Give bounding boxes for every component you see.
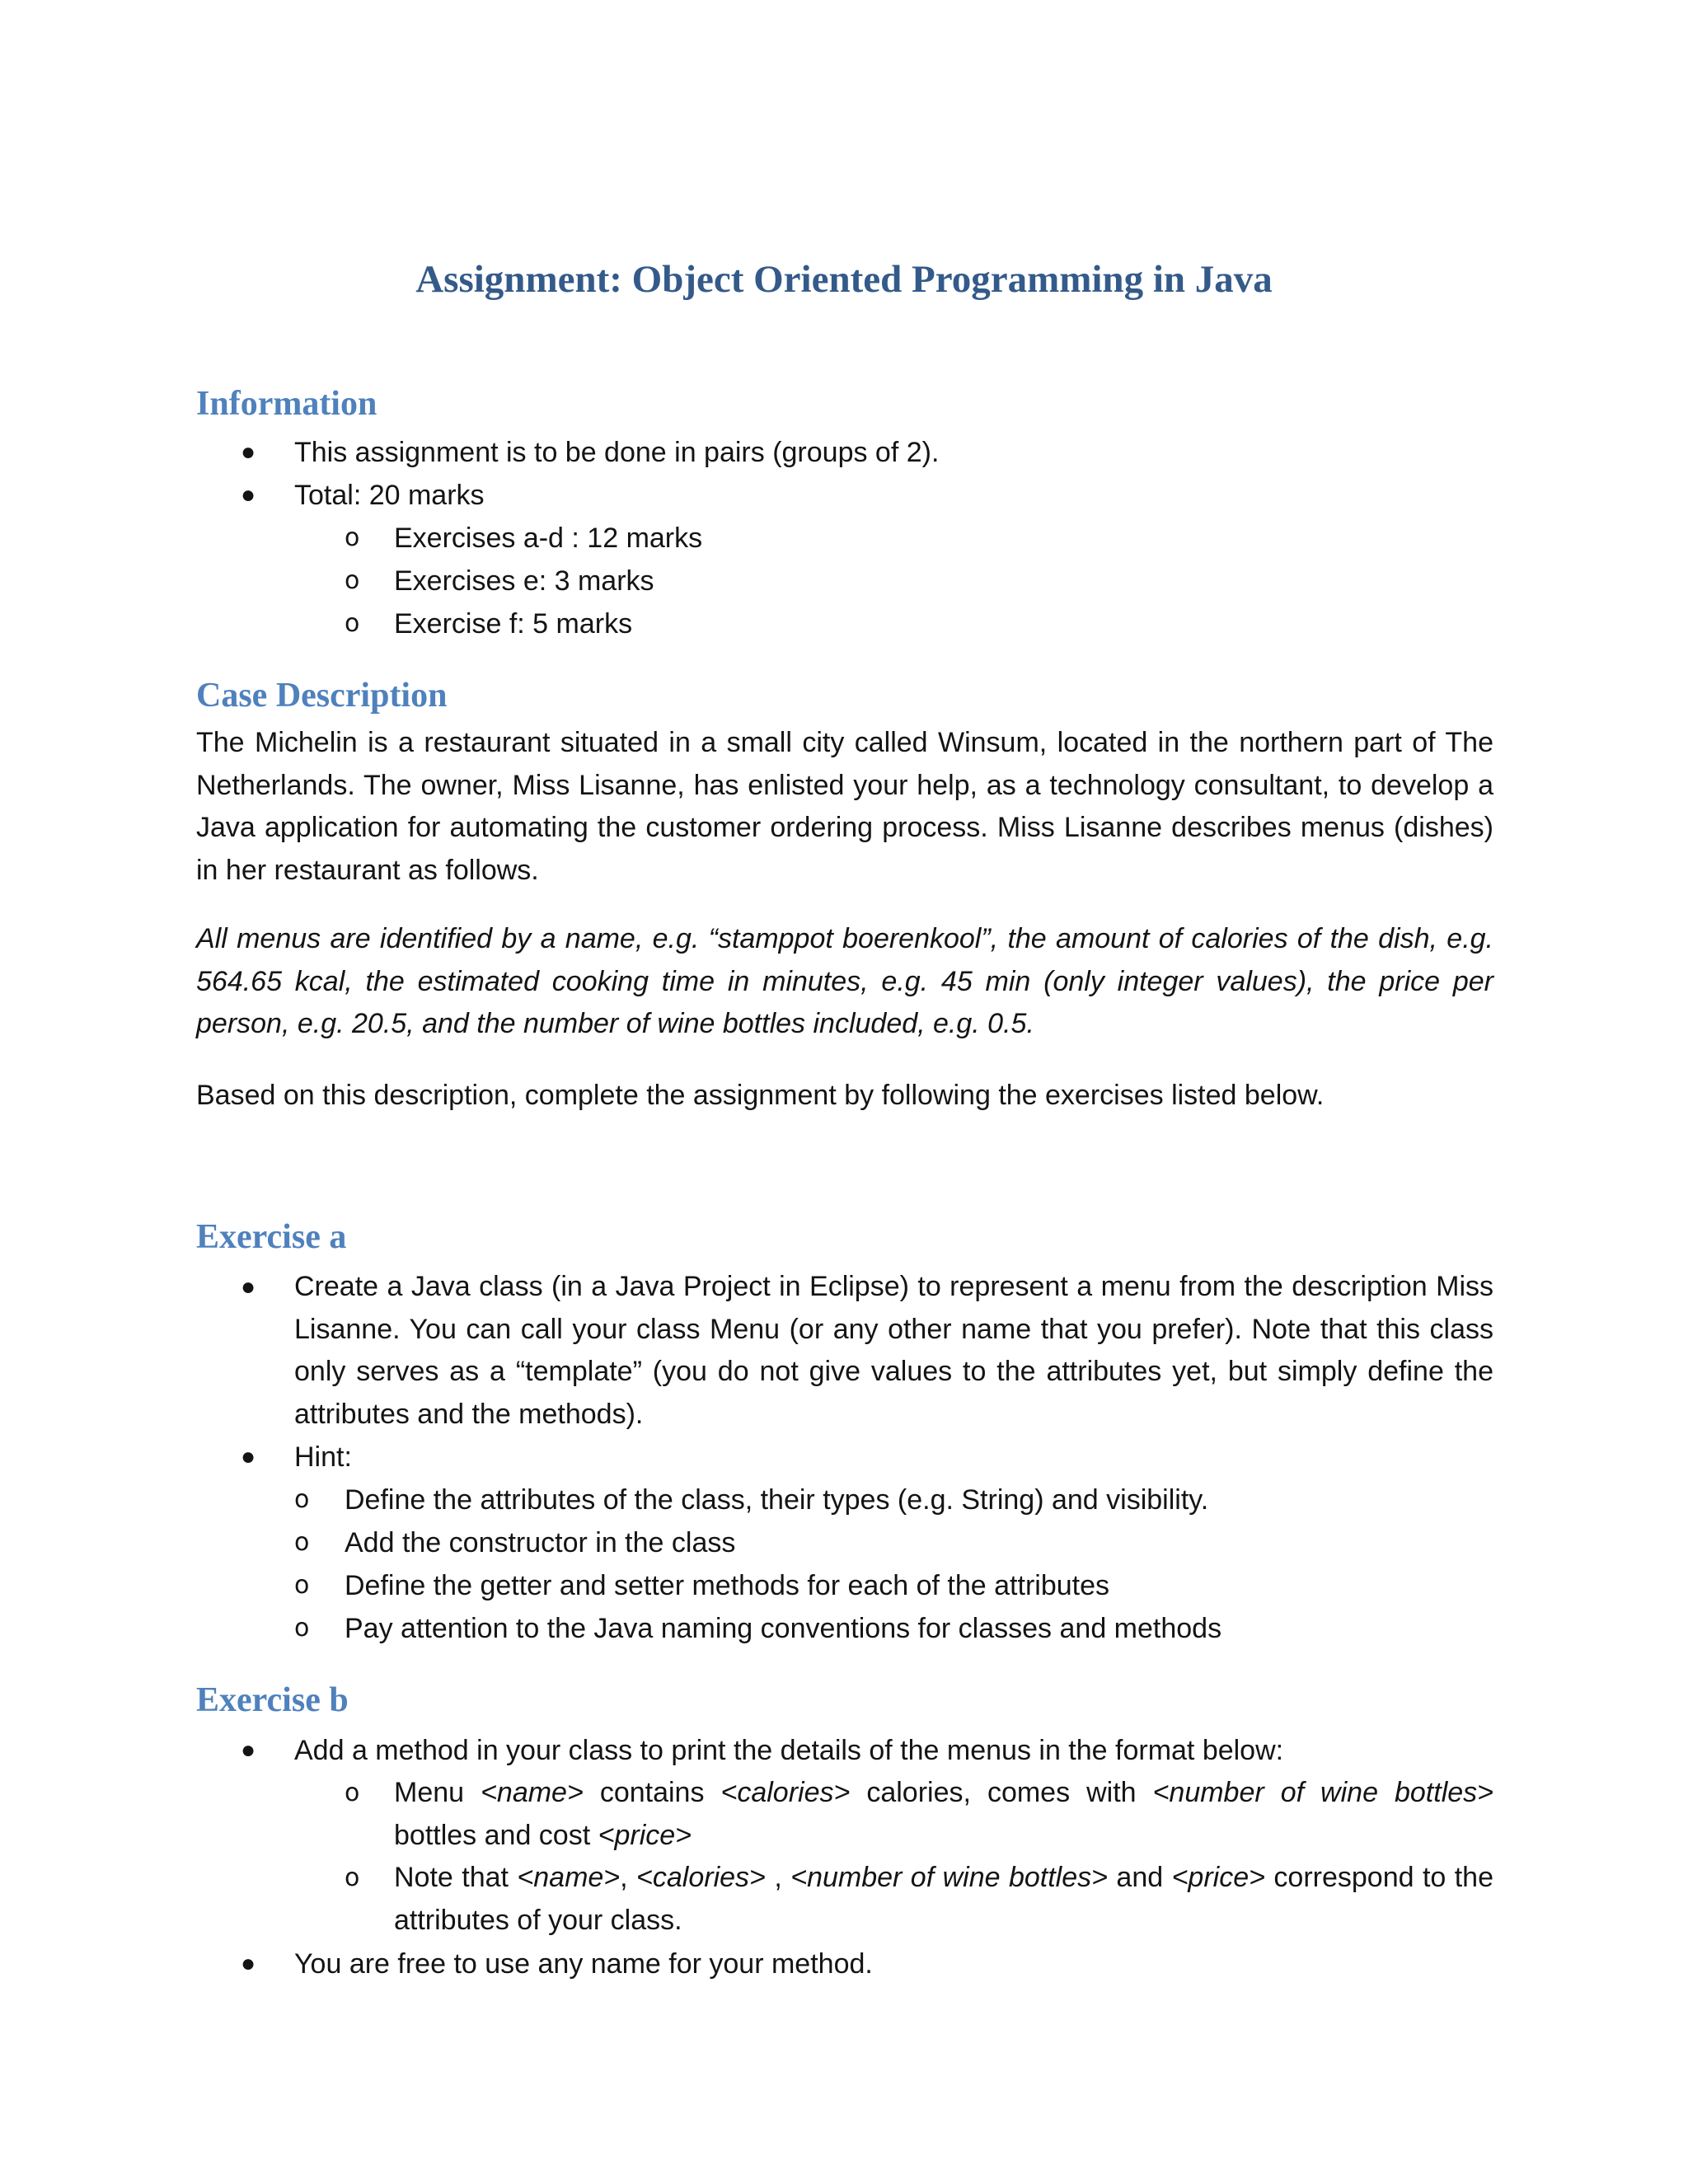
bullet-icon: ● (241, 1443, 256, 1470)
hint-item: Add the constructor in the class (345, 1527, 736, 1558)
exercise-a-item: Create a Java class (in a Java Project in Eclipse) to represent a menu from the description Miss Lisanne. You can call your class Menu (or any other name that you prefer). Note that this class only serves as a “template” (you do not give values to the attributes yet, but simply define the attributes and the methods). (294, 1271, 1493, 1430)
case-paragraph: The Michelin is a restaurant situated in a small city called Winsum, located in the northern part of The Netherlands. The owner, Miss Lisanne, has enlisted your help, as a technology consultant, to develop a Java application for automating the customer ordering process. Miss Lisanne describes menus (dishes) in her restaurant as follows. (196, 727, 1493, 886)
bullet-icon: ● (241, 481, 256, 509)
exercise-a-hint-label: Hint: (294, 1441, 352, 1473)
circle-bullet-icon: o (345, 523, 360, 552)
exercise-b-heading: Exercise b (196, 1681, 349, 1719)
circle-bullet-icon: o (294, 1571, 310, 1600)
exercise-a-heading: Exercise a (196, 1218, 347, 1256)
bullet-icon: ● (241, 1736, 256, 1764)
bullet-icon: ● (241, 438, 256, 466)
circle-bullet-icon: o (345, 566, 360, 595)
bullet-icon: ● (241, 1273, 256, 1301)
circle-bullet-icon: o (345, 609, 360, 638)
case-closing-paragraph: Based on this description, complete the assignment by following the exercises listed below. (196, 1080, 1325, 1111)
format-description: Menu <name> contains <calories> calories, comes with <number of wine bottles> bottles and cost <price> (394, 1777, 1494, 1851)
exercise-b-item: You are free to use any name for your method. (294, 1948, 873, 1980)
circle-bullet-icon: o (294, 1485, 310, 1514)
hint-item: Define the getter and setter methods for each of the attributes (345, 1570, 1109, 1601)
hint-item: Pay attention to the Java naming conventions for classes and methods (345, 1613, 1222, 1644)
case-italic-paragraph: All menus are identified by a name, e.g. “stamppot boerenkool”, the amount of calories of the dish, e.g. 564.65 kcal, the estimated cooking time in minutes, e.g. 45 min (only integer values), the price per person, e.g. 20.5, and the number of wine bottles included, e.g. 0.5. (196, 923, 1493, 1039)
info-item: This assignment is to be done in pairs (groups of 2). (294, 437, 940, 468)
circle-bullet-icon: o (345, 1779, 360, 1807)
information-heading: Information (196, 385, 377, 423)
bullet-icon: ● (241, 1950, 256, 1977)
info-subitem: Exercises e: 3 marks (394, 565, 654, 597)
hint-item: Define the attributes of the class, their types (e.g. String) and visibility. (345, 1484, 1209, 1516)
circle-bullet-icon: o (294, 1528, 310, 1557)
circle-bullet-icon: o (345, 1863, 360, 1892)
info-subitem: Exercises a-d : 12 marks (394, 523, 703, 554)
exercise-b-item: Add a method in your class to print the details of the menus in the format below: (294, 1735, 1284, 1766)
info-subitem: Exercise f: 5 marks (394, 608, 633, 640)
case-description-heading: Case Description (196, 677, 448, 715)
page-title: Assignment: Object Oriented Programming in Java (415, 258, 1273, 301)
circle-bullet-icon: o (294, 1614, 310, 1643)
info-item: Total: 20 marks (294, 480, 485, 511)
format-note: Note that <name>, <calories> , <number of wine bottles> and <price> correspond to the attributes of your class. (394, 1862, 1493, 1936)
